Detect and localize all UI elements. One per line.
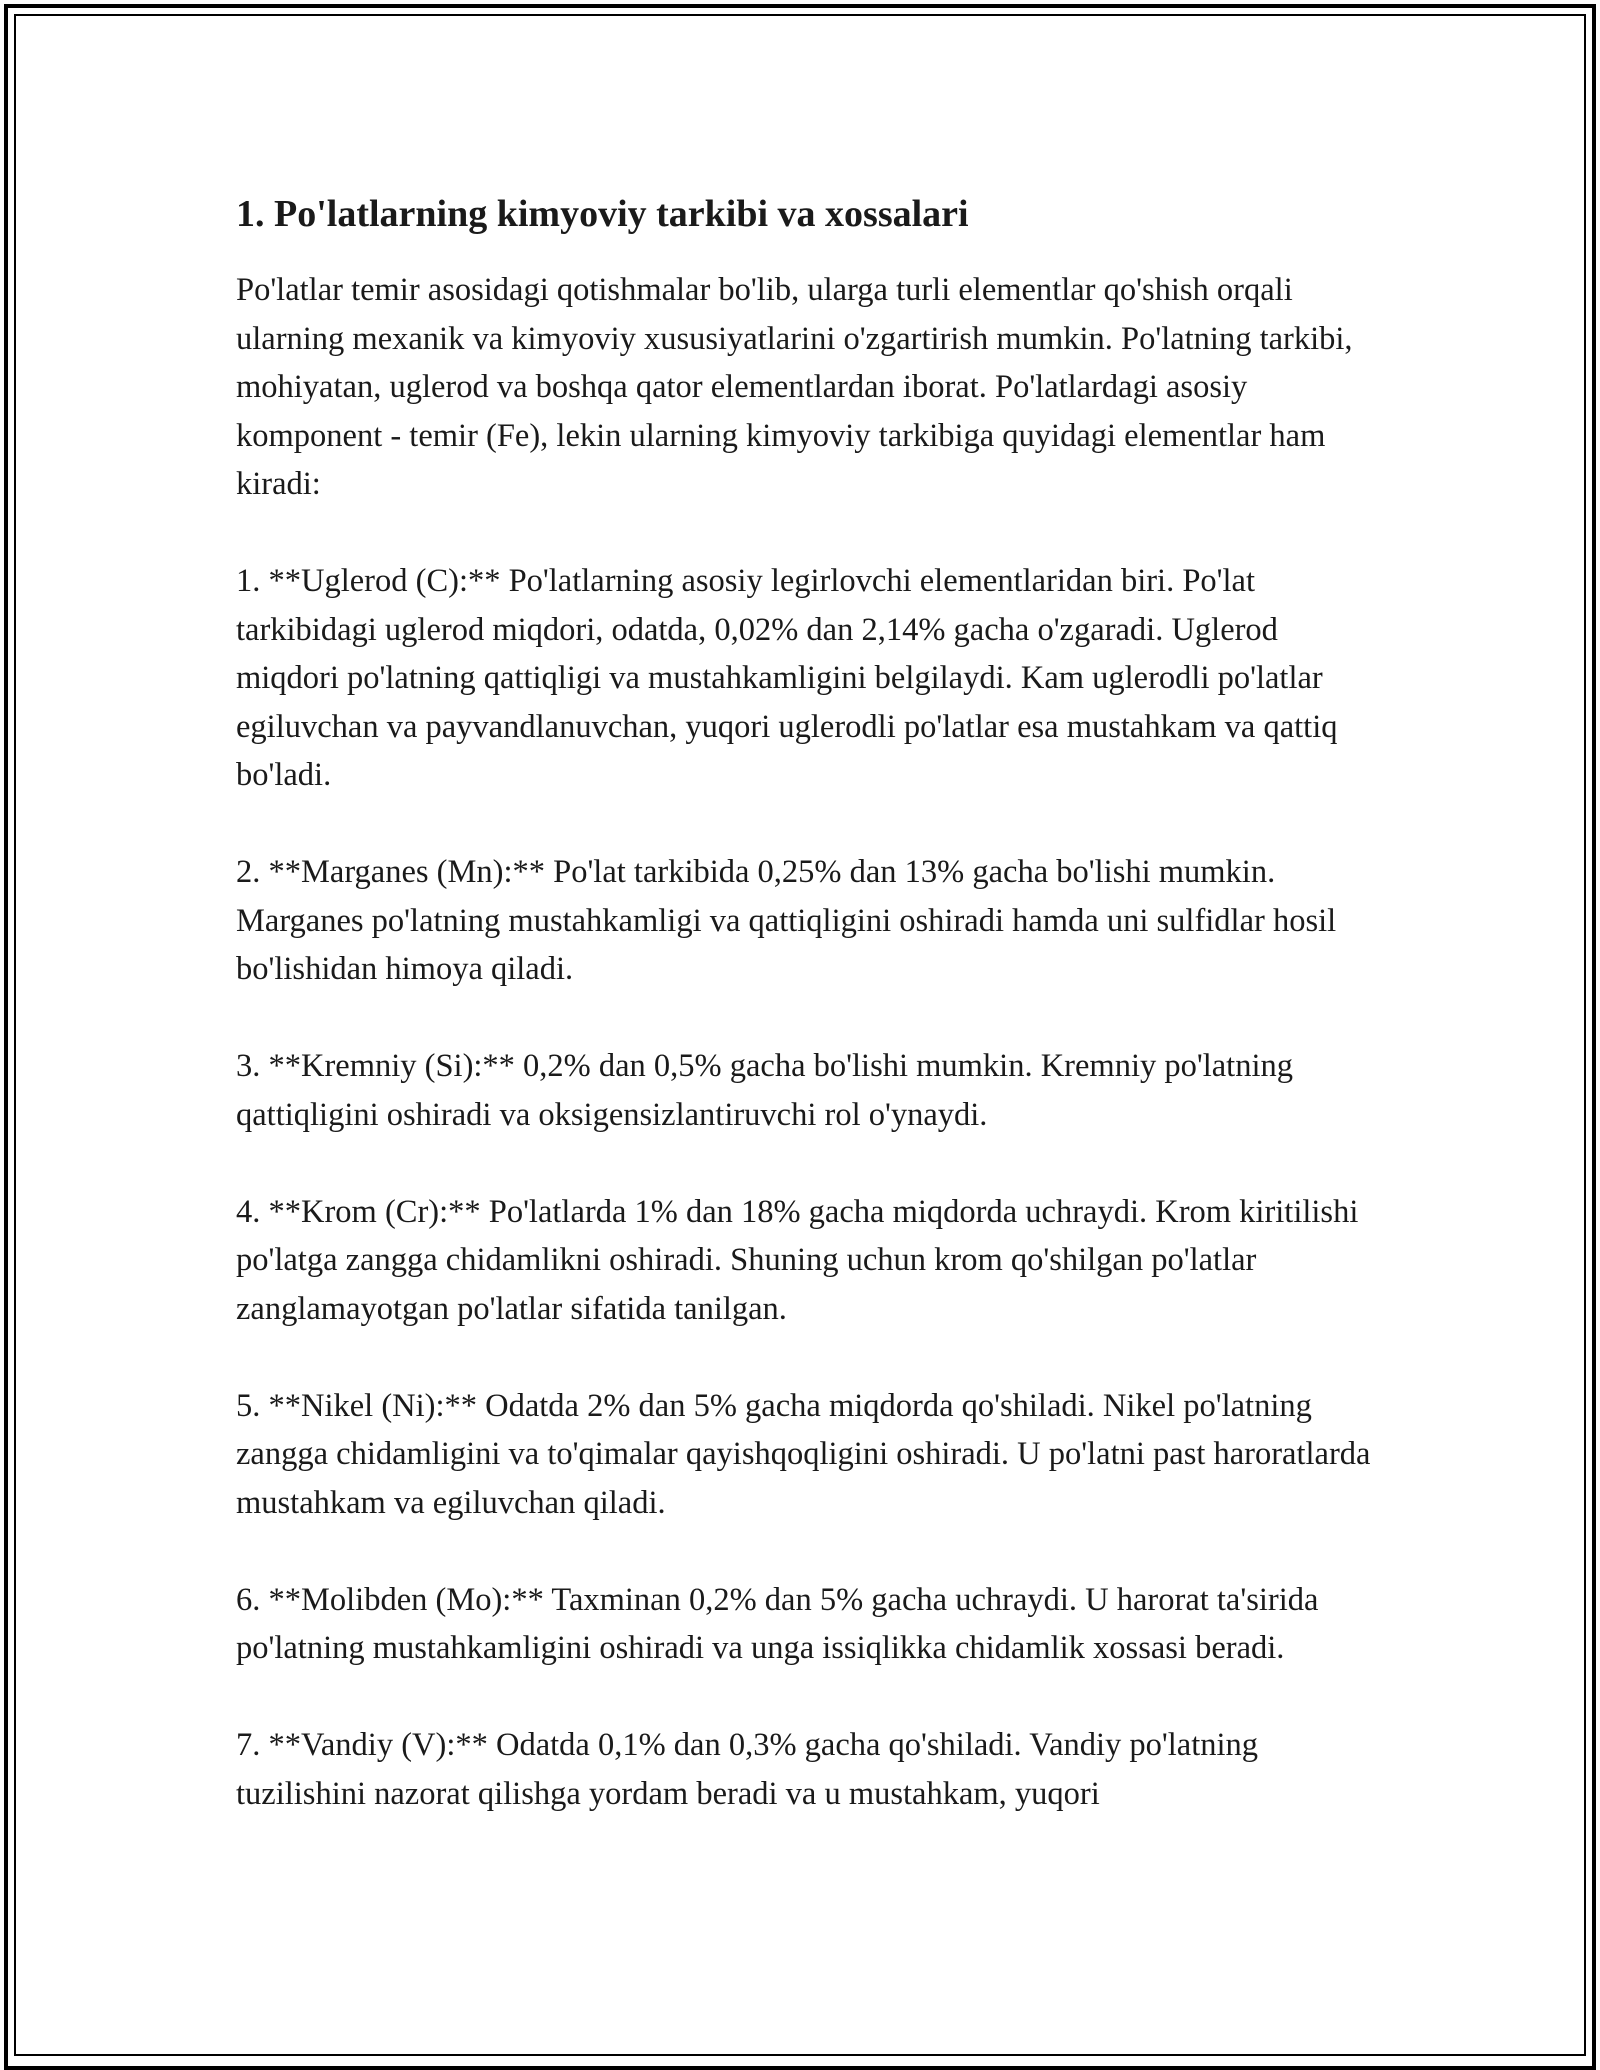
list-item-uglerod: 1. **Uglerod (C):** Po'latlarning asosiy legirlovchi elementlaridan biri. Po'lat tarkibidagi uglerod miqdori, odatda, 0,02% dan 2,14% gacha o'zgaradi. Uglerod miqdori po'latning qattiqligi va mustahkamligini belgilaydi. Kam uglerodli po'latlar egiluvchan va payvandlanuvchan, yuqori uglerodli po'latlar esa mustahkam va qattiq bo'ladi. [236,563,1338,793]
intro-paragraph: Po'latlar temir asosidagi qotishmalar bo'lib, ularga turli elementlar qo'shish orqali ularning mexanik va kimyoviy xususiyatlarini o'zgartirish mumkin. Po'latning tarkibi, mohiyatan, uglerod va boshqa qator elementlardan iborat. Po'latlardagi asosiy komponent - temir (Fe), lekin ularning kimyoviy tarkibiga quyidagi elementlar ham kiradi: [236,272,1353,502]
list-item-nikel: 5. **Nikel (Ni):** Odatda 2% dan 5% gacha miqdorda qo'shiladi. Nikel po'latning zangga chidamligini va to'qimalar qayishqoqligini oshiradi. U po'latni past haroratlarda mustahkam va egiluvchan qiladi. [236,1387,1371,1521]
document-title: 1. Po'latlarning kimyoviy tarkibi va xossalari [236,193,969,235]
list-item-marganes: 2. **Marganes (Mn):** Po'lat tarkibida 0,25% dan 13% gacha bo'lishi mumkin. Marganes po'latning mustahkamligi va qattiqligini oshiradi hamda uni sulfidlar hosil bo'lishidan himoya qiladi. [236,854,1337,987]
list-item-molibden: 6. **Molibden (Mo):** Taxminan 0,2% dan 5% gacha uchraydi. U harorat ta'sirida po'latning mustahkamligini oshiradi va unga issiqlikka chidamlik xossasi beradi. [236,1581,1319,1666]
list-item-kremniy: 3. **Kremniy (Si):** 0,2% dan 0,5% gacha bo'lishi mumkin. Kremniy po'latning qattiqligini oshiradi va oksigensizlantiruvchi rol o'ynaydi. [236,1048,1293,1133]
document-body [236,188,1376,1867]
list-item-vandiy: 7. **Vandiy (V):** Odatda 0,1% dan 0,3% gacha qo'shiladi. Vandiy po'latning tuzilishini nazorat qilishga yordam beradi va u mustahkam, yuqori [236,1727,1259,1812]
list-item-krom: 4. **Krom (Cr):** Po'latlarda 1% dan 18% gacha miqdorda uchraydi. Krom kiritilishi po'latga zangga chidamlikni oshiradi. Shuning uchun krom qo'shilgan po'latlar zanglamayotgan po'latlar sifatida tanilgan. [236,1193,1359,1327]
